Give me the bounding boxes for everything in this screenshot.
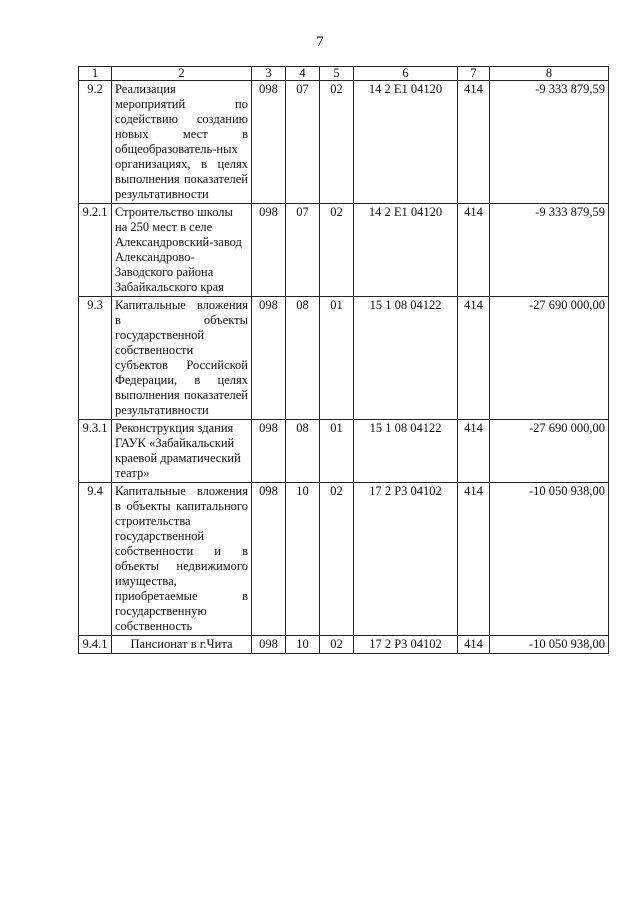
- row-name: Капитальные вложения в объекты государственной собственности субъектов Российской Федерации, в целях выполнения показателей результативности: [112, 297, 252, 420]
- row-amount: -9 333 879,59: [490, 204, 609, 297]
- row-razdel: 07: [286, 81, 320, 204]
- row-vr: 414: [458, 81, 490, 204]
- col-header: 8: [490, 67, 609, 81]
- row-ved: 098: [252, 420, 286, 483]
- row-podrazdel: 02: [320, 81, 354, 204]
- table-row: [79, 81, 609, 204]
- row-ved: 098: [252, 204, 286, 297]
- row-number: 9.2.1: [79, 204, 112, 297]
- row-ved: 098: [252, 636, 286, 654]
- table-row: [79, 297, 609, 420]
- row-csr: 14 2 E1 04120: [354, 81, 458, 204]
- row-podrazdel: 02: [320, 204, 354, 297]
- header-row: [79, 67, 609, 81]
- row-ved: 098: [252, 483, 286, 636]
- row-name: Реализация мероприятий по содействию созданию новых мест в общеобразователь-ных организациях, в целях выполнения показателей результативности: [112, 81, 252, 204]
- row-razdel: 10: [286, 636, 320, 654]
- row-csr: 17 2 P3 04102: [354, 483, 458, 636]
- row-amount: -27 690 000,00: [490, 297, 609, 420]
- col-header: 7: [458, 67, 490, 81]
- row-number: 9.3: [79, 297, 112, 420]
- row-amount: -10 050 938,00: [490, 483, 609, 636]
- table-row: [79, 420, 609, 483]
- col-header: 2: [112, 67, 252, 81]
- row-podrazdel: 01: [320, 297, 354, 420]
- row-number: 9.4: [79, 483, 112, 636]
- col-header: 3: [252, 67, 286, 81]
- col-header: 4: [286, 67, 320, 81]
- row-podrazdel: 02: [320, 483, 354, 636]
- row-vr: 414: [458, 297, 490, 420]
- row-number: 9.2: [79, 81, 112, 204]
- row-number: 9.4.1: [79, 636, 112, 654]
- row-name: Строительство школы на 250 мест в селе Александровский-завод Александрово-Заводского района Забайкальского края: [112, 204, 252, 297]
- row-csr: 14 2 E1 04120: [354, 204, 458, 297]
- table-row: [79, 204, 609, 297]
- row-vr: 414: [458, 204, 490, 297]
- table-row: [79, 636, 609, 654]
- row-vr: 414: [458, 636, 490, 654]
- col-header: 6: [354, 67, 458, 81]
- row-vr: 414: [458, 420, 490, 483]
- row-ved: 098: [252, 81, 286, 204]
- row-csr: 17 2 P3 04102: [354, 636, 458, 654]
- row-amount: -9 333 879,59: [490, 81, 609, 204]
- row-ved: 098: [252, 297, 286, 420]
- col-header: 1: [79, 67, 112, 81]
- row-csr: 15 1 08 04122: [354, 297, 458, 420]
- row-razdel: 10: [286, 483, 320, 636]
- row-razdel: 08: [286, 297, 320, 420]
- table-row: [79, 483, 609, 636]
- row-amount: -27 690 000,00: [490, 420, 609, 483]
- col-header: 5: [320, 67, 354, 81]
- page-number: 7: [316, 34, 324, 50]
- row-razdel: 08: [286, 420, 320, 483]
- budget-table: [78, 66, 609, 654]
- row-name: Пансионат в г.Чита: [112, 636, 252, 654]
- row-vr: 414: [458, 483, 490, 636]
- row-name: Капитальные вложения в объекты капитального строительства государственной собственности и в объекты недвижимого имущества, приобретаемые в государственную собственность: [112, 483, 252, 636]
- row-amount: -10 050 938,00: [490, 636, 609, 654]
- row-number: 9.3.1: [79, 420, 112, 483]
- row-csr: 15 1 08 04122: [354, 420, 458, 483]
- row-name: Реконструкция здания ГАУК «Забайкальский краевой драматический театр»: [112, 420, 252, 483]
- row-podrazdel: 01: [320, 420, 354, 483]
- row-razdel: 07: [286, 204, 320, 297]
- row-podrazdel: 02: [320, 636, 354, 654]
